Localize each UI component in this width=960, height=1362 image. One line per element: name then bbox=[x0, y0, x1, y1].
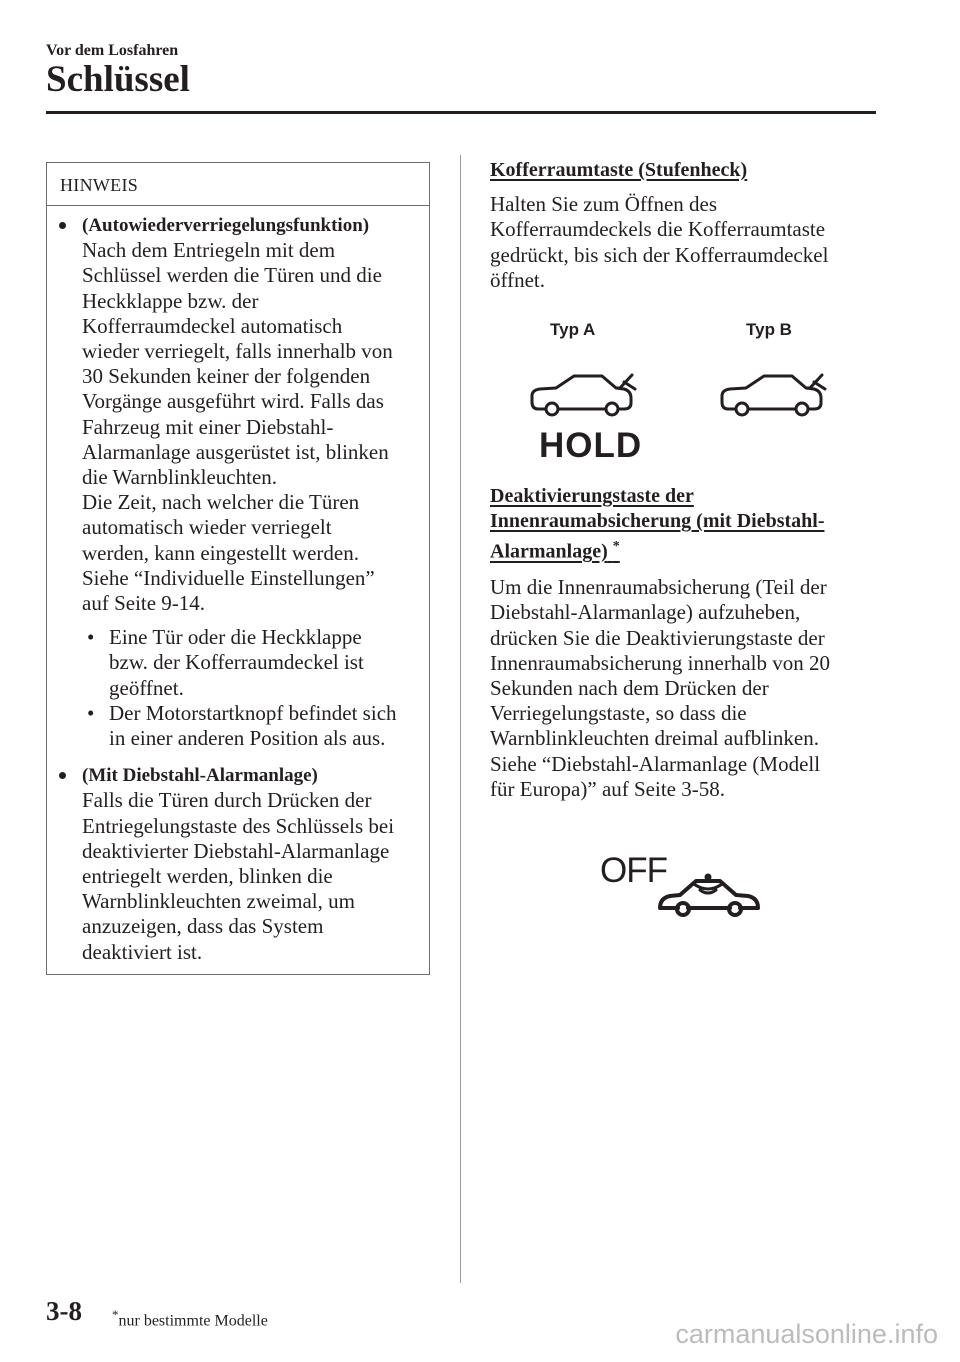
note-line: Kofferraumdeckel automatisch bbox=[82, 313, 343, 338]
note-line: Alarmanlage ausgerüstet ist, blinken bbox=[82, 439, 389, 464]
intrusion-text-line: drücken Sie die Deaktivierungstaste der bbox=[490, 625, 825, 650]
note-subitem-line: Der Motorstartknopf befindet sich bbox=[109, 700, 397, 725]
intrusion-heading-line: Innenraumabsicherung (mit Diebstahl- bbox=[490, 510, 825, 533]
note-divider bbox=[47, 205, 429, 206]
trunk-open-icon bbox=[718, 370, 830, 422]
note-subitem bbox=[47, 701, 429, 751]
note-line: Die Zeit, nach welcher die Türen bbox=[82, 490, 360, 515]
sub-bullet-marker: • bbox=[87, 625, 95, 650]
intrusion-text-line: Siehe “Diebstahl-Alarmanlage (Modell bbox=[490, 751, 821, 776]
note-line: Nach dem Entriegeln mit dem bbox=[82, 238, 336, 263]
note-line: Warnblinkleuchten zweimal, um bbox=[82, 889, 355, 914]
intrusion-text-line: Verriegelungstaste, so dass die bbox=[490, 701, 747, 726]
intrusion-text-line: für Europa)” auf Seite 3-58. bbox=[490, 776, 725, 801]
type-b-label: Typ B bbox=[746, 320, 792, 339]
trunk-text-line: Halten Sie zum Öffnen des bbox=[490, 192, 718, 217]
note-line: entriegelt werden, blinken die bbox=[82, 864, 333, 889]
note-subitem-line: geöffnet. bbox=[109, 675, 184, 700]
trunk-text-line: Kofferraumdeckels die Kofferraumtaste bbox=[490, 217, 826, 242]
note-subitem-line: in einer anderen Position als aus. bbox=[109, 726, 386, 751]
page-number: 3-8 bbox=[46, 1296, 82, 1326]
intrusion-section bbox=[490, 484, 880, 802]
intrusion-heading-line: Alarmanlage) * bbox=[490, 539, 620, 564]
note-bullet-heading: (Autowiederverriegelungsfunktion) bbox=[82, 215, 370, 236]
note-line: automatisch wieder verriegelt bbox=[82, 515, 332, 540]
note-line: anzuzeigen, dass das System bbox=[82, 914, 324, 939]
sub-bullet-marker: • bbox=[87, 700, 95, 725]
note-subitem-line: Eine Tür oder die Heckklappe bbox=[109, 625, 362, 650]
intrusion-text-line: Diebstahl-Alarmanlage) aufzuheben, bbox=[490, 600, 801, 625]
note-title: HINWEIS bbox=[60, 175, 139, 195]
note-bullet-auto-relock bbox=[47, 213, 429, 616]
hold-label: HOLD bbox=[539, 426, 643, 465]
note-line: auf Seite 9-14. bbox=[82, 591, 206, 616]
bullet-icon bbox=[59, 772, 66, 779]
section-label: Vor dem Losfahren bbox=[46, 42, 179, 59]
note-line: die Warnblinkleuchten. bbox=[82, 465, 278, 490]
column-divider bbox=[460, 155, 461, 1283]
footnote bbox=[112, 1307, 268, 1330]
intrusion-text-line: Warnblinkleuchten dreimal aufblinken. bbox=[490, 726, 819, 751]
trunk-section bbox=[490, 158, 880, 293]
intrusion-sensor-off-icon bbox=[656, 868, 762, 924]
note-line: Entriegelungstaste des Schlüssels bei bbox=[82, 813, 395, 838]
off-label: OFF bbox=[600, 851, 667, 890]
note-bullet-heading: (Mit Diebstahl-Alarmanlage) bbox=[82, 765, 318, 787]
footnote-star: * bbox=[112, 1307, 119, 1322]
note-bullet-alarm bbox=[47, 763, 429, 965]
note-subitem-line: bzw. der Kofferraumdeckel ist bbox=[109, 650, 364, 675]
note-line: Vorgänge ausgeführt wird. Falls das bbox=[82, 389, 384, 414]
header-rule bbox=[46, 111, 876, 114]
trunk-heading: Kofferraumtaste (Stufenheck) bbox=[490, 159, 748, 181]
note-line: Schlüssel werden die Türen und die bbox=[82, 263, 382, 288]
note-line: Falls die Türen durch Drücken der bbox=[82, 788, 372, 813]
note-box bbox=[46, 162, 430, 975]
note-line: wieder verriegelt, falls innerhalb von bbox=[82, 339, 393, 364]
page-title: Schlüssel bbox=[46, 59, 190, 100]
trunk-open-icon bbox=[528, 370, 640, 422]
note-body bbox=[47, 213, 429, 965]
note-line: werden, kann eingestellt werden. bbox=[82, 540, 359, 565]
footnote-text: nur bestimmte Modelle bbox=[118, 1312, 268, 1330]
note-line: Heckklappe bzw. der bbox=[82, 288, 259, 313]
type-a-label: Typ A bbox=[550, 320, 596, 339]
note-line: Fahrzeug mit einer Diebstahl- bbox=[82, 414, 334, 439]
footnote-star: * bbox=[612, 539, 620, 555]
trunk-text-line: öffnet. bbox=[490, 267, 546, 292]
intrusion-text-line: Um die Innenraumabsicherung (Teil der bbox=[490, 575, 827, 600]
intrusion-text-line: Innenraumabsicherung innerhalb von 20 bbox=[490, 650, 830, 675]
note-subitem bbox=[47, 625, 429, 701]
note-line: 30 Sekunden keiner der folgenden bbox=[82, 364, 371, 389]
watermark: carmanualsonline.info bbox=[675, 1319, 938, 1349]
note-line: deaktiviert ist. bbox=[82, 939, 203, 964]
note-line: Siehe “Individuelle Einstellungen” bbox=[82, 565, 375, 590]
bullet-icon bbox=[59, 222, 66, 229]
intrusion-text-line: Sekunden nach dem Drücken der bbox=[490, 676, 769, 701]
intrusion-heading-line: Deaktivierungstaste der bbox=[490, 485, 694, 507]
note-line: deaktivierter Diebstahl-Alarmanlage bbox=[82, 838, 390, 863]
trunk-text-line: gedrückt, bis sich der Kofferraumdeckel bbox=[490, 242, 829, 267]
